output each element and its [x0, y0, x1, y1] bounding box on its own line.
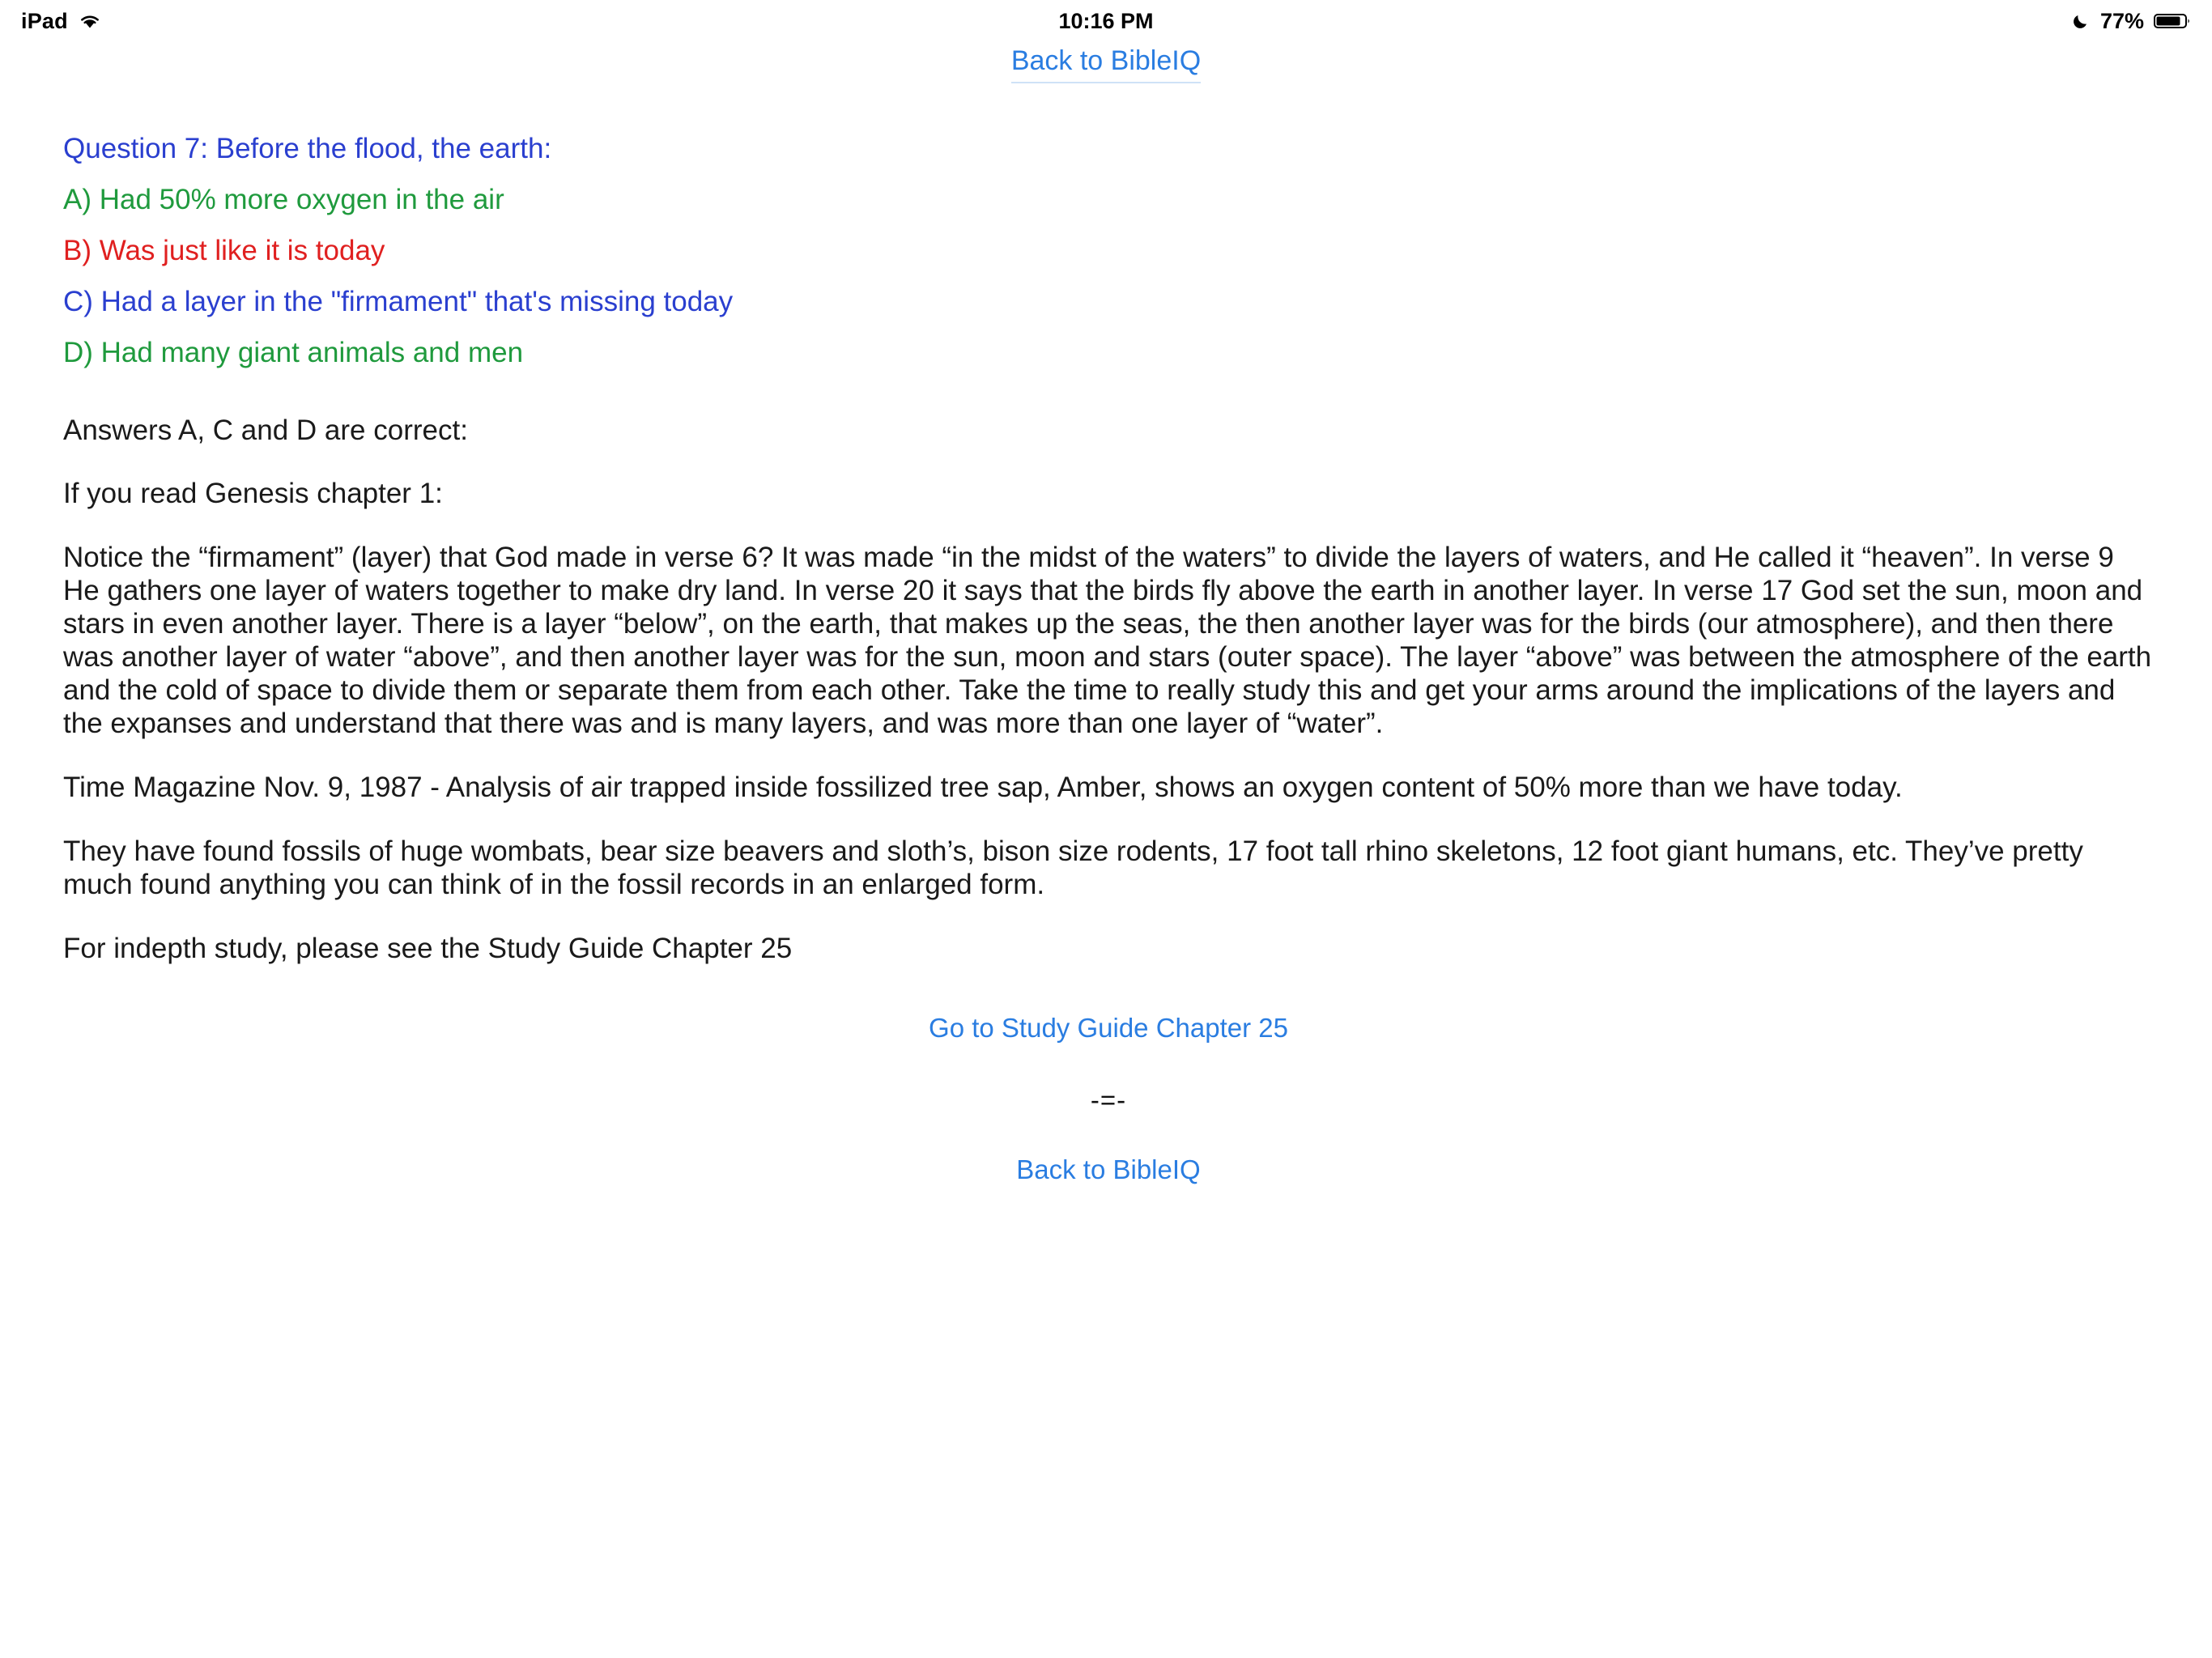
question-option-b: B) Was just like it is today: [63, 234, 385, 266]
divider-mark: -=-: [1090, 1084, 1127, 1115]
wifi-icon: [78, 11, 102, 31]
battery-percent: 77%: [2099, 8, 2144, 33]
study-guide-link[interactable]: Go to Study Guide Chapter 25: [929, 1012, 1288, 1043]
reference-line: If you read Genesis chapter 1:: [63, 478, 443, 510]
spacer: [63, 387, 2154, 414]
back-to-bibleiq-link-top[interactable]: Back to BibleIQ: [1011, 44, 1201, 83]
back-to-bibleiq-link-bottom[interactable]: Back to BibleIQ: [1016, 1154, 1201, 1184]
status-bar-left: [21, 9, 102, 34]
answer-line: Answers A, C and D are correct:: [63, 414, 468, 446]
explanation-paragraph-2: Time Magazine Nov. 9, 1987 - Analysis of air trapped inside fossilized tree sap, Amber, shows an oxygen content of 50% more than we have today.: [63, 772, 1903, 803]
battery-icon: [2154, 11, 2191, 31]
explanation-paragraph-4: For indepth study, please see the Study Guide Chapter 25: [63, 932, 793, 964]
footer: [63, 1011, 2154, 1188]
status-bar-right: [2071, 9, 2191, 34]
moon-icon: [2071, 11, 2091, 31]
device-name: iPad: [21, 8, 68, 33]
explanation-paragraph-3: They have found fossils of huge wombats, bear size beavers and sloth’s, bison size rodents, 17 foot tall rhino skeletons, 12 foot giant humans, etc. They’ve pretty much found anything you can think of in the fossil records in an enlarged form.: [63, 835, 2083, 900]
question-title: Question 7: Before the flood, the earth:: [63, 132, 552, 164]
status-bar-time: 10:16 PM: [1058, 8, 1154, 33]
status-bar: [0, 0, 2212, 42]
main-content: [0, 83, 2212, 1188]
question-option-a: A) Had 50% more oxygen in the air: [63, 183, 504, 215]
question-option-d: D) Had many giant animals and men: [63, 336, 524, 368]
top-nav: [0, 44, 2212, 83]
explanation-paragraph-1: Notice the “firmament” (layer) that God made in verse 6? It was made “in the midst of the waters” to divide the layers of waters, and He called it “heaven”. In verse 9 He gathers one layer of waters together to make dry land. In verse 20 it says that the birds fly above the earth in another layer. In verse 17 God set the sun, moon and stars in even another layer. There is a layer “below”, on the earth, that makes up the seas, the then another layer was for the birds (our atmosphere), and then there was another layer of water “above”, and then another layer was for the sun, moon and stars (outer space). The layer “above” was between the atmosphere of the earth and the cold of space to divide them or separate them from each other. Take the time to really study this and get your arms around the implications of the layers and the expanses and understand that there was and is many layers, and was more than one layer of “water”.: [63, 542, 2152, 740]
question-option-c: C) Had a layer in the "firmament" that's missing today: [63, 285, 734, 317]
